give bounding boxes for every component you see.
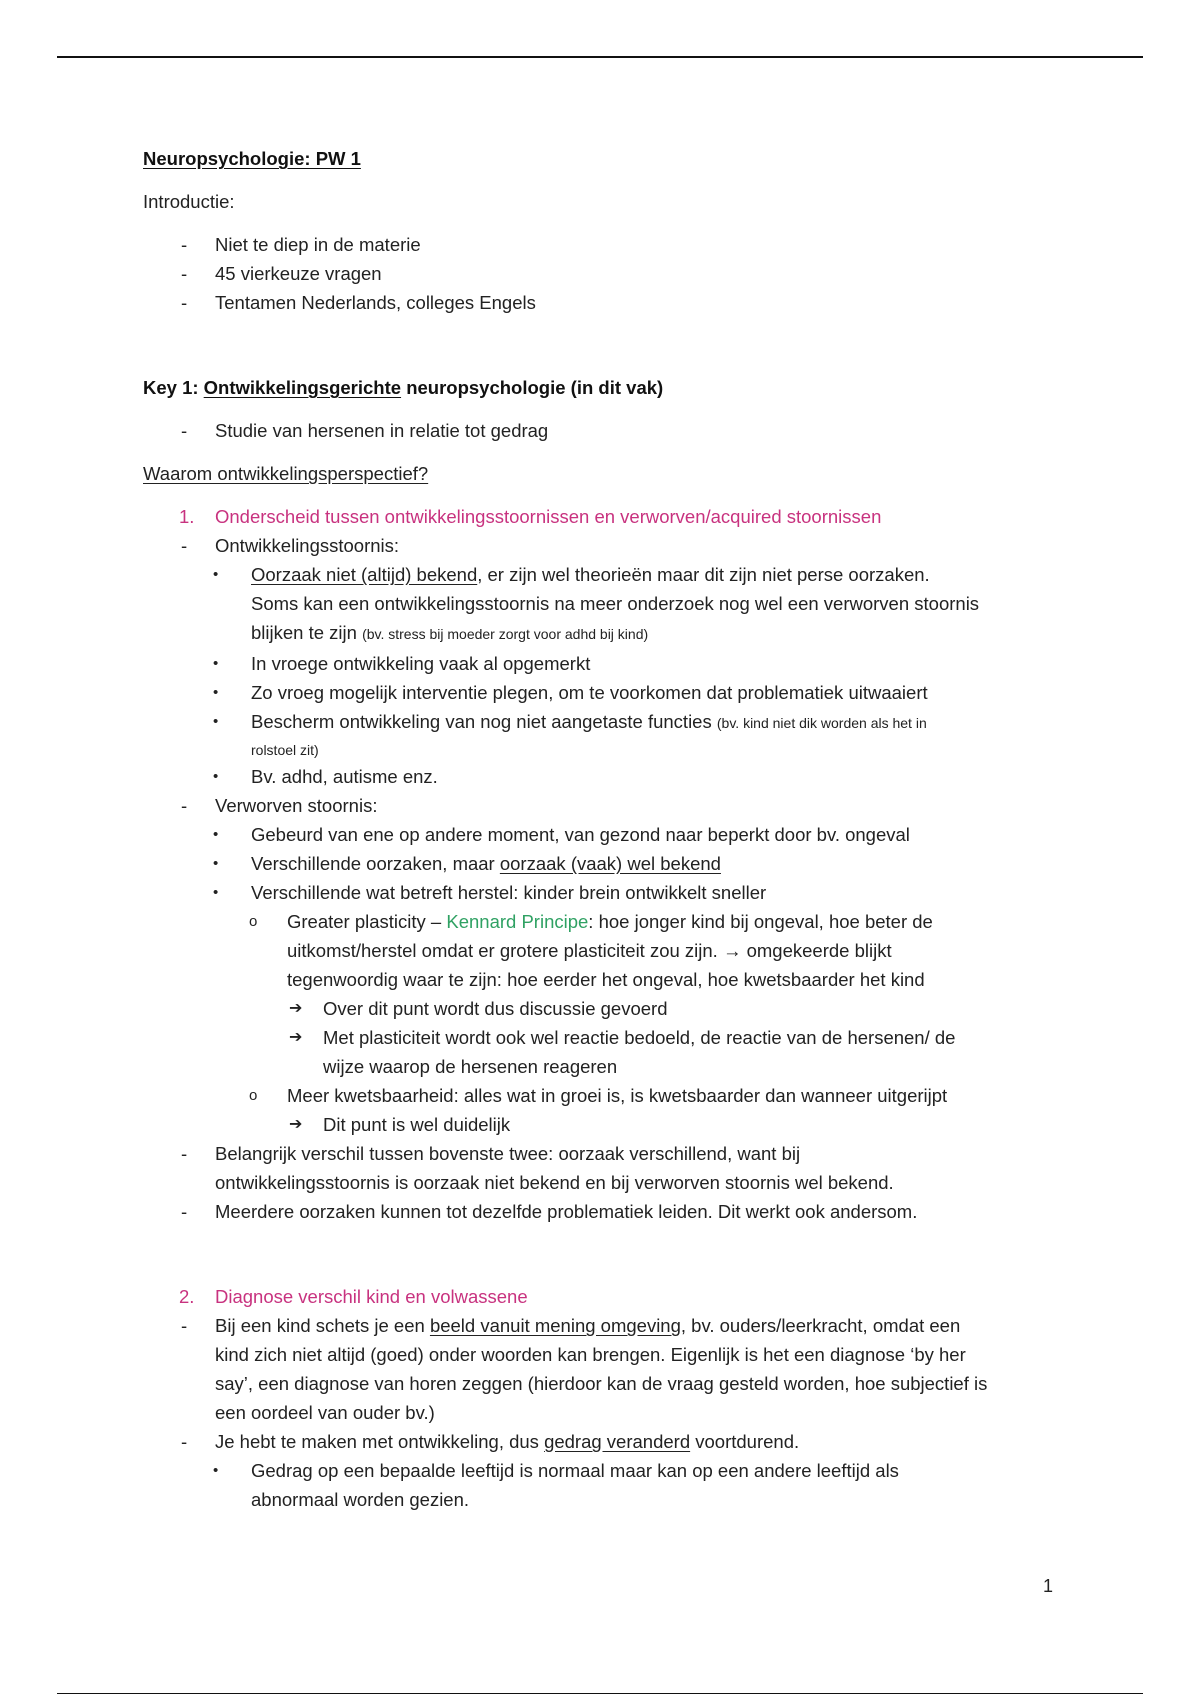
header-rule	[57, 56, 1143, 58]
dash-marker: -	[181, 292, 188, 313]
circle-item: o Meer kwetsbaarheid: alles wat in groei is, is kwetsbaarder dan wanneer uitgerijpt	[249, 1085, 948, 1106]
dash-item: - Je hebt te maken met ontwikkeling, dus gedrag veranderd voortdurend.	[181, 1431, 800, 1452]
arrow-item: ➔ Dit punt is wel duidelijk	[143, 1110, 1073, 1139]
bullet-item: • Bv. adhd, autisme enz.	[213, 766, 438, 787]
bullet-item: • Gedrag op een bepaalde leeftijd is normaal maar kan op een andere leeftijd als abnormaal worden gezien.	[213, 1460, 899, 1510]
page-number: 1	[1043, 1576, 1054, 1596]
bullet-item: • Gebeurd van ene op andere moment, van gezond naar beperkt door bv. ongeval	[213, 824, 910, 845]
intro-label: Introductie:	[143, 191, 235, 212]
kennard-principe: Kennard Principe	[446, 911, 589, 932]
arrow-item: ➔ Met plasticiteit wordt ook wel reactie bedoeld, de reactie van de hersenen/ de wijze waarop de hersenen reageren	[143, 1023, 1073, 1081]
key1-heading: Key 1: Ontwikkelingsgerichte neuropsychologie (in dit vak)	[143, 377, 664, 398]
ontwikkelingsstoornis-label: - Ontwikkelingsstoornis:	[181, 535, 400, 556]
dash-item: - Bij een kind schets je een beeld vanuit mening omgeving, bv. ouders/leerkracht, omdat een kind zich niet altijd (goed) onder woorden kan brengen. Eigenlijk is het een diagnose ‘by her say’, een diagnose van horen zeggen (hierdoor kan de vraag gesteld worden, hoe subjectief is een oordeel van ouder bv.)	[181, 1315, 988, 1423]
why-heading: Waarom ontwikkelingsperspectief?	[143, 463, 429, 484]
dash-item: - Belangrijk verschil tussen bovenste twee: oorzaak verschillend, want bij ontwikkelingsstoornis is oorzaak niet bekend en bij verworven stoornis wel bekend.	[181, 1143, 894, 1193]
bullet-item: • Oorzaak niet (altijd) bekend, er zijn wel theorieën maar dit zijn niet perse oorzaken. Soms kan een ontwikkelingsstoornis na meer onderzoek nog wel een verworven stoornis blijken te zijn (bv. stress bij moeder zorgt voor adhd bij kind)	[143, 560, 1073, 649]
arrow-item: ➔ Over dit punt wordt dus discussie gevoerd	[143, 994, 1073, 1023]
bullet-item: • In vroege ontwikkeling vaak al opgemerkt	[213, 653, 591, 674]
intro-item: - 45 vierkeuze vragen	[143, 259, 1073, 288]
dash-marker: -	[181, 263, 188, 284]
bullet-item: • Zo vroeg mogelijk interventie plegen, om te voorkomen dat problematiek uitwaaiert	[213, 682, 928, 703]
intro-item: - Niet te diep in de materie	[143, 230, 1073, 259]
bullet-item: • Verschillende oorzaken, maar oorzaak (vaak) wel bekend	[213, 853, 721, 874]
intro-item: - Tentamen Nederlands, colleges Engels	[143, 288, 1073, 317]
key1-item: - Studie van hersenen in relatie tot gedrag	[181, 420, 549, 441]
arrow-icon: ➔	[289, 1000, 303, 1017]
circle-item: o Greater plasticity – Kennard Principe: hoe jonger kind bij ongeval, hoe beter de uitkomst/herstel omdat er grotere plasticiteit zou zijn. → omgekeerde blijkt tegenwoordig waar te zijn: hoe eerder het ongeval, hoe kwetsbaarder het kind	[143, 907, 1073, 994]
page-title: Neuropsychologie: PW 1	[143, 148, 361, 169]
dash-item: - Meerdere oorzaken kunnen tot dezelfde problematiek leiden. Dit werkt ook andersom.	[181, 1201, 918, 1222]
circle-marker: o	[249, 913, 258, 930]
bullet-item: • Verschillende wat betreft herstel: kinder brein ontwikkelt sneller	[213, 882, 767, 903]
section2-heading: 2. Diagnose verschil kind en volwassene	[179, 1286, 528, 1307]
verworven-label: - Verworven stoornis:	[181, 795, 378, 816]
bullet-item: • Bescherm ontwikkeling van nog niet aangetaste functies (bv. kind niet dik worden als het in rolstoel zit)	[213, 711, 927, 758]
arrow-icon: ➔	[289, 1116, 303, 1133]
bullet-marker: •	[213, 566, 219, 583]
section1-heading: 1. Onderscheid tussen ontwikkelingsstoornissen en verworven/acquired stoornissen	[179, 506, 882, 527]
dash-marker: -	[181, 234, 188, 255]
arrow-icon: ➔	[289, 1029, 303, 1046]
footer-rule	[57, 1693, 1143, 1694]
document-body	[143, 144, 1073, 1514]
